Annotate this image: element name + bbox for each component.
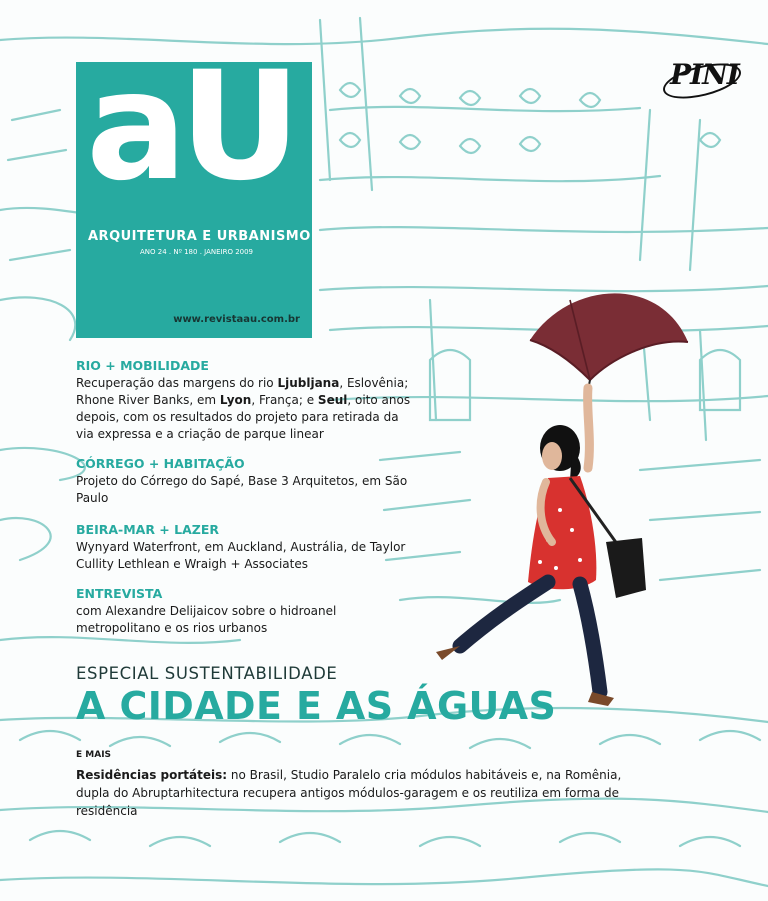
magazine-subtitle: ARQUITETURA E URBANISMO [88, 229, 311, 244]
story-corrego-habitacao [76, 456, 416, 507]
magazine-logo-block [76, 40, 312, 338]
cover-photo-woman-with-umbrella [420, 280, 710, 750]
story-body-text: Recuperação das margens do rio [76, 376, 278, 390]
story-body-text: Projeto do Córrego do Sapé, Base 3 Arquitetos, em São Paulo [76, 474, 408, 505]
more-body [76, 766, 656, 820]
more-lead: Residências portáteis: [76, 768, 228, 782]
special-kicker: ESPECIAL SUSTENTABILIDADE [76, 664, 338, 683]
story-body-bold: Ljubljana [277, 376, 340, 390]
story-body-text: , França; e [251, 393, 318, 407]
story-body-text: com Alexandre Delijaicov sobre o hidroanel metropolitano e os rios urbanos [76, 604, 337, 635]
story-body-bold: Seul [317, 393, 348, 407]
story-beira-mar-lazer [76, 522, 416, 573]
story-body-text: , Eslovênia; Rhone River Banks, em [76, 376, 409, 407]
publisher-logo-text: PINI [670, 58, 739, 91]
website-link[interactable]: www.revistaau.com.br [173, 314, 300, 325]
story-body-text: , oito anos depois, com os resultados do projeto para retirada da via expressa e a criação de parque linear [76, 393, 411, 441]
story-title: ENTREVISTA [76, 586, 163, 601]
story-body-text: Wynyard Waterfront, em Auckland, Austrália, de Taylor Cullity Lethlean e Wraigh + Associates [76, 540, 406, 571]
story-body [76, 603, 416, 637]
story-entrevista [76, 586, 416, 637]
story-body [76, 539, 416, 573]
story-body [76, 375, 416, 443]
story-title: RIO + MOBILIDADE [76, 358, 209, 373]
story-body [76, 473, 416, 507]
story-body-bold: Lyon [219, 393, 252, 407]
more-text: no Brasil, Studio Paralelo cria módulos habitáveis e, na Romênia, dupla do Abruptarhitectura recupera antigos módulos-garagem e os reutiliza em forma de residência [76, 768, 622, 818]
story-title: CÓRREGO + HABITAÇÃO [76, 456, 245, 471]
publisher-logo [662, 52, 742, 104]
cover-headline: A CIDADE E AS ÁGUAS [76, 684, 557, 728]
magazine-logo: aU [86, 40, 294, 214]
more-label: E MAIS [76, 750, 112, 760]
story-rio-mobilidade [76, 358, 416, 443]
story-title: BEIRA-MAR + LAZER [76, 522, 219, 537]
issue-line: ANO 24 . Nº 180 . JANEIRO 2009 [140, 248, 254, 256]
